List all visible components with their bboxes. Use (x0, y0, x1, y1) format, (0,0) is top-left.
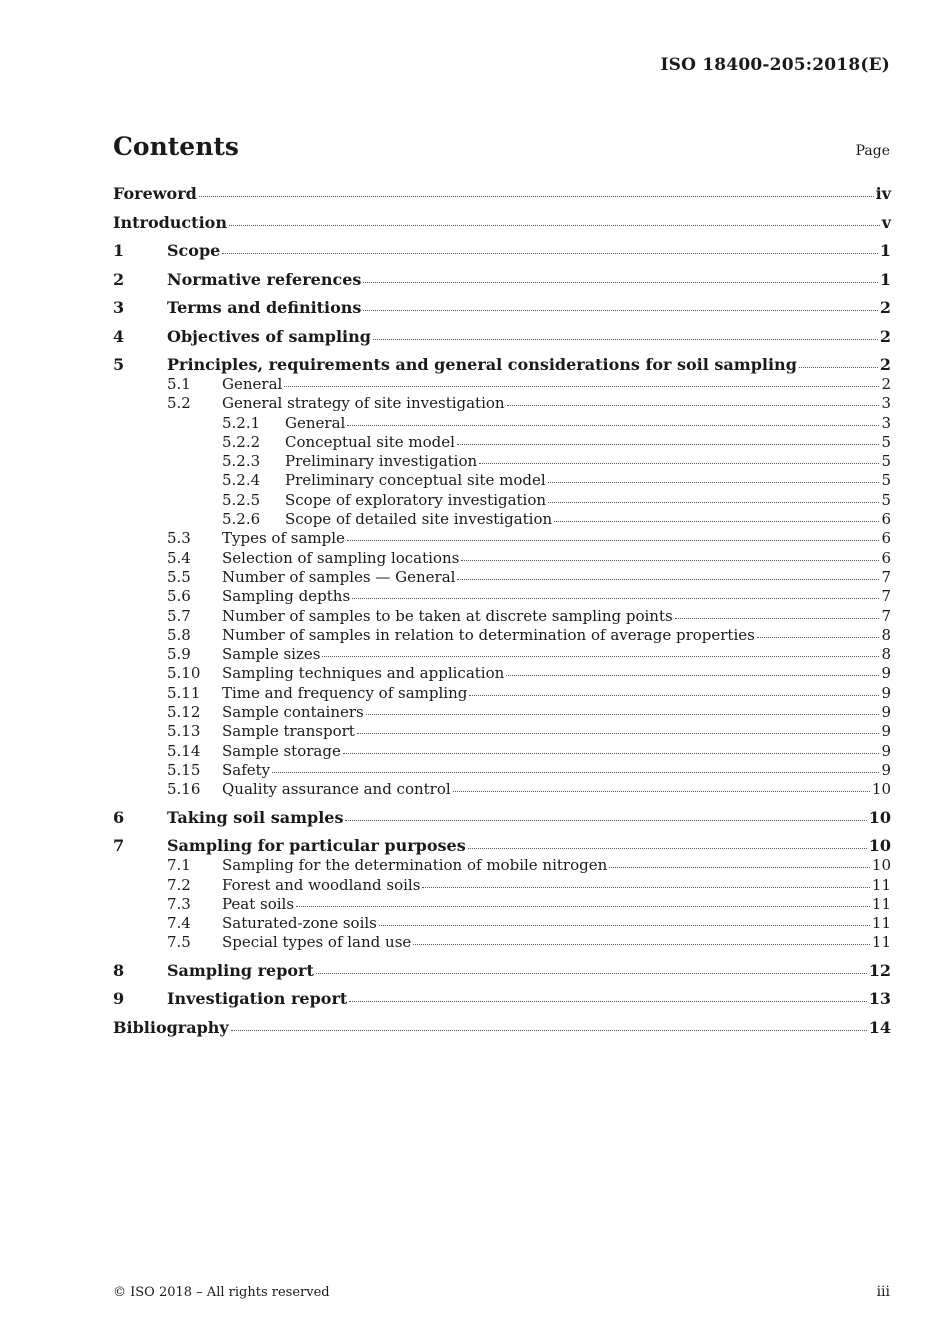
toc-entry-title: Principles, requirements and general considerations for soil sampling (167, 355, 797, 374)
toc-entry[interactable] (113, 1018, 891, 1038)
toc-entry[interactable] (113, 587, 891, 606)
toc-entry-page: 8 (881, 645, 891, 664)
toc-entry-number: 5.16 (167, 780, 201, 799)
toc-entry-page: 2 (879, 298, 891, 317)
toc-entry[interactable] (113, 684, 891, 703)
toc-entry-number: 9 (113, 989, 125, 1009)
toc-entry-number: 5.2.5 (222, 490, 261, 509)
toc-entry-number: 7.5 (167, 933, 191, 952)
toc-entry-title: Conceptual site model (285, 432, 455, 451)
toc-entry[interactable] (113, 836, 891, 856)
toc-entry-number: 5.8 (167, 625, 191, 644)
dot-leader (316, 972, 867, 974)
toc-entry-title: Quality assurance and control (222, 780, 451, 799)
toc-entry-title: Preliminary conceptual site model (285, 471, 546, 490)
toc-entry[interactable] (113, 452, 891, 471)
toc-entry-number: 5.12 (167, 703, 201, 722)
toc-entry[interactable] (113, 471, 891, 490)
dot-leader (349, 1000, 866, 1002)
dot-leader (352, 597, 879, 599)
toc-entry-title: Special types of land use (222, 933, 412, 952)
toc-entry-title: Taking soil samples (167, 807, 344, 827)
toc-entry[interactable] (113, 989, 891, 1009)
toc-entry-title: Number of samples in relation to determination of average properties (222, 625, 755, 644)
toc-entry[interactable] (113, 607, 891, 626)
toc-entry[interactable] (113, 298, 891, 318)
toc-entry-page: 14 (868, 1017, 891, 1037)
dot-leader (479, 462, 879, 464)
toc-entry-number: 8 (113, 960, 125, 980)
toc-entry-number: 5.2.2 (222, 432, 261, 451)
toc-entry-page: 11 (871, 894, 891, 913)
toc-entry-page: 2 (879, 326, 891, 346)
toc-entry[interactable] (113, 549, 891, 568)
toc-entry-page: 10 (871, 780, 891, 799)
toc-entry[interactable] (113, 241, 891, 261)
dot-leader (284, 385, 879, 387)
dot-leader (373, 338, 878, 340)
toc-entry-title: Selection of sampling locations (222, 548, 460, 567)
toc-entry-title: Investigation report (167, 989, 348, 1009)
toc-entry-page: 11 (871, 875, 891, 894)
toc-entry[interactable] (113, 355, 891, 375)
toc-entry-title: Time and frequency of sampling (222, 683, 468, 702)
toc-entry[interactable] (113, 414, 891, 433)
copyright-notice: © ISO 2018 – All rights reserved (113, 1285, 330, 1300)
toc-entry-title: Number of samples — General (222, 567, 456, 586)
toc-entry-page: 5 (881, 490, 891, 509)
toc-entry-number: 3 (113, 298, 125, 317)
toc-entry-number: 7.4 (167, 914, 191, 933)
toc-entry-page: 11 (871, 933, 891, 952)
toc-entry-number: 5.1 (167, 375, 191, 393)
toc-entry-page: 6 (881, 510, 891, 529)
dot-leader (343, 752, 880, 754)
toc-entry-title: Sample containers (222, 703, 364, 722)
toc-entry-page: 1 (879, 241, 891, 260)
toc-entry-number: 5.13 (167, 722, 201, 741)
dot-leader (468, 847, 867, 849)
toc-entry-number: 5 (113, 355, 125, 374)
toc-entry-number: 5.11 (167, 683, 201, 702)
toc-entry-page: 13 (868, 989, 891, 1009)
toc-entry-page: 11 (871, 914, 891, 933)
toc-entry-number: 7.1 (167, 856, 191, 875)
toc-entry-title: Scope of detailed site investigation (285, 510, 553, 529)
toc-entry[interactable] (113, 529, 891, 548)
toc-entry-title: Safety (222, 760, 271, 779)
dot-leader (675, 617, 880, 619)
dot-leader (345, 819, 866, 821)
toc-entry[interactable] (113, 184, 891, 204)
dot-leader (506, 674, 879, 676)
toc-entry[interactable] (113, 433, 891, 452)
toc-entry[interactable] (113, 961, 891, 981)
toc-entry-page: 2 (881, 375, 891, 393)
toc-entry[interactable] (113, 375, 891, 394)
toc-entry-title: Terms and definitions (167, 298, 362, 317)
toc-entry-page: 9 (881, 703, 891, 722)
toc-entry[interactable] (113, 645, 891, 664)
toc-entry-page: 8 (881, 625, 891, 644)
dot-leader (413, 943, 870, 945)
dot-leader (199, 195, 874, 197)
toc-entry-page: 6 (881, 548, 891, 567)
dot-leader (379, 924, 870, 926)
toc-entry-title: Bibliography (113, 1017, 229, 1037)
dot-leader (453, 790, 870, 792)
dot-leader (272, 771, 879, 773)
toc-entry-title: General (285, 413, 346, 432)
toc-entry-title: Foreword (113, 184, 197, 203)
toc-entry-title: Sampling techniques and application (222, 664, 505, 683)
dot-leader (296, 905, 870, 907)
toc-entry-page: 5 (881, 452, 891, 471)
toc-entry[interactable] (113, 664, 891, 683)
toc-entry[interactable] (113, 703, 891, 722)
page-column-label: Page (855, 143, 890, 159)
toc-entry-title: Scope of exploratory investigation (285, 490, 547, 509)
page-number: iii (876, 1284, 890, 1300)
dot-leader (548, 501, 879, 503)
toc-entry-title: General (222, 375, 283, 393)
dot-leader (231, 1029, 867, 1031)
toc-entry[interactable] (113, 568, 891, 587)
toc-entry-number: 5.2 (167, 394, 191, 413)
toc-entry-page: 9 (881, 722, 891, 741)
toc-entry-page: 3 (881, 413, 891, 432)
dot-leader (507, 404, 880, 406)
toc-entry-title: Sampling for the determination of mobile nitrogen (222, 856, 608, 875)
toc-entry[interactable] (113, 780, 891, 799)
toc-entry-number: 1 (113, 241, 125, 260)
table-of-contents (113, 184, 891, 1038)
toc-entry-number: 5.10 (167, 664, 201, 683)
toc-entry-page: 9 (881, 760, 891, 779)
dot-leader (366, 713, 880, 715)
toc-entry-number: 5.2.4 (222, 471, 261, 490)
toc-entry[interactable] (113, 856, 891, 875)
toc-entry[interactable] (113, 722, 891, 741)
dot-leader (457, 443, 880, 445)
dot-leader (347, 424, 879, 426)
toc-entry-number: 6 (113, 807, 125, 827)
toc-entry-title: Forest and woodland soils (222, 875, 421, 894)
toc-entry[interactable] (113, 213, 891, 233)
toc-entry-number: 5.4 (167, 548, 191, 567)
toc-entry-title: Preliminary investigation (285, 452, 478, 471)
toc-entry-page: 9 (881, 683, 891, 702)
toc-entry-title: Sampling for particular purposes (167, 836, 466, 856)
toc-entry[interactable] (113, 933, 891, 952)
toc-entry[interactable] (113, 327, 891, 347)
toc-entry-number: 5.2.1 (222, 413, 261, 432)
dot-leader (609, 866, 870, 868)
toc-entry-title: Types of sample (222, 529, 345, 548)
dot-leader (799, 366, 878, 368)
dot-leader (363, 309, 877, 311)
toc-entry[interactable] (113, 914, 891, 933)
toc-entry-title: Saturated-zone soils (222, 914, 377, 933)
toc-entry-page: 1 (879, 269, 891, 289)
toc-entry[interactable] (113, 761, 891, 780)
toc-entry-page: 10 (868, 836, 891, 856)
toc-entry[interactable] (113, 270, 891, 290)
toc-entry-number: 5.2.6 (222, 510, 261, 529)
dot-leader (322, 655, 879, 657)
toc-entry-title: Sample storage (222, 741, 341, 760)
toc-entry-number: 5.15 (167, 760, 201, 779)
toc-entry-page: 3 (881, 394, 891, 413)
toc-entry-title: Objectives of sampling (167, 326, 371, 346)
dot-leader (554, 520, 879, 522)
toc-entry-number: 2 (113, 269, 125, 289)
toc-entry-page: 2 (879, 355, 891, 374)
toc-entry[interactable] (113, 491, 891, 510)
dot-leader (357, 732, 880, 734)
toc-entry-title: Scope (167, 241, 221, 260)
toc-entry[interactable] (113, 510, 891, 529)
toc-entry[interactable] (113, 394, 891, 413)
toc-entry-page: 12 (868, 960, 891, 980)
toc-entry[interactable] (113, 895, 891, 914)
dot-leader (363, 281, 877, 283)
toc-entry-number: 5.5 (167, 567, 191, 586)
toc-entry-number: 4 (113, 326, 125, 346)
toc-entry[interactable] (113, 808, 891, 828)
toc-entry-number: 7 (113, 836, 125, 856)
contents-heading: Contents (113, 132, 240, 161)
dot-leader (229, 224, 880, 226)
toc-entry-page: 5 (881, 432, 891, 451)
toc-entry-title: Sample sizes (222, 645, 321, 664)
toc-entry-number: 7.2 (167, 875, 191, 894)
dot-leader (457, 578, 879, 580)
toc-entry-number: 7.3 (167, 894, 191, 913)
dot-leader (461, 559, 879, 561)
dot-leader (347, 539, 880, 541)
toc-entry-number: 5.14 (167, 741, 201, 760)
toc-entry-page: 9 (881, 664, 891, 683)
toc-entry-page: v (881, 212, 891, 232)
toc-entry-number: 5.9 (167, 645, 191, 664)
toc-entry-page: 7 (881, 567, 891, 586)
toc-entry-number: 5.7 (167, 606, 191, 625)
toc-entry-page: 10 (868, 807, 891, 827)
toc-entry-page: 5 (881, 471, 891, 490)
dot-leader (422, 886, 869, 888)
dot-leader (548, 481, 880, 483)
toc-entry-title: Sampling report (167, 960, 314, 980)
toc-entry-title: General strategy of site investigation (222, 394, 505, 413)
toc-entry-number: 5.6 (167, 587, 191, 606)
document-id: ISO 18400-205:2018(E) (660, 55, 890, 75)
toc-entry-title: Sample transport (222, 722, 355, 741)
toc-entry-title: Number of samples to be taken at discrete sampling points (222, 606, 673, 625)
toc-entry-page: 6 (881, 529, 891, 548)
toc-entry-title: Sampling depths (222, 587, 351, 606)
dot-leader (469, 694, 879, 696)
toc-entry-page: iv (875, 184, 891, 203)
toc-entry-title: Peat soils (222, 894, 295, 913)
toc-entry-page: 9 (881, 741, 891, 760)
toc-entry-number: 5.2.3 (222, 452, 261, 471)
toc-entry[interactable] (113, 876, 891, 895)
toc-entry-page: 7 (881, 587, 891, 606)
toc-entry-title: Normative references (167, 269, 362, 289)
toc-entry-page: 10 (871, 856, 891, 875)
toc-entry-page: 7 (881, 606, 891, 625)
dot-leader (222, 252, 878, 254)
toc-entry[interactable] (113, 742, 891, 761)
toc-entry[interactable] (113, 626, 891, 645)
dot-leader (757, 636, 880, 638)
toc-entry-number: 5.3 (167, 529, 191, 548)
toc-entry-title: Introduction (113, 212, 227, 232)
